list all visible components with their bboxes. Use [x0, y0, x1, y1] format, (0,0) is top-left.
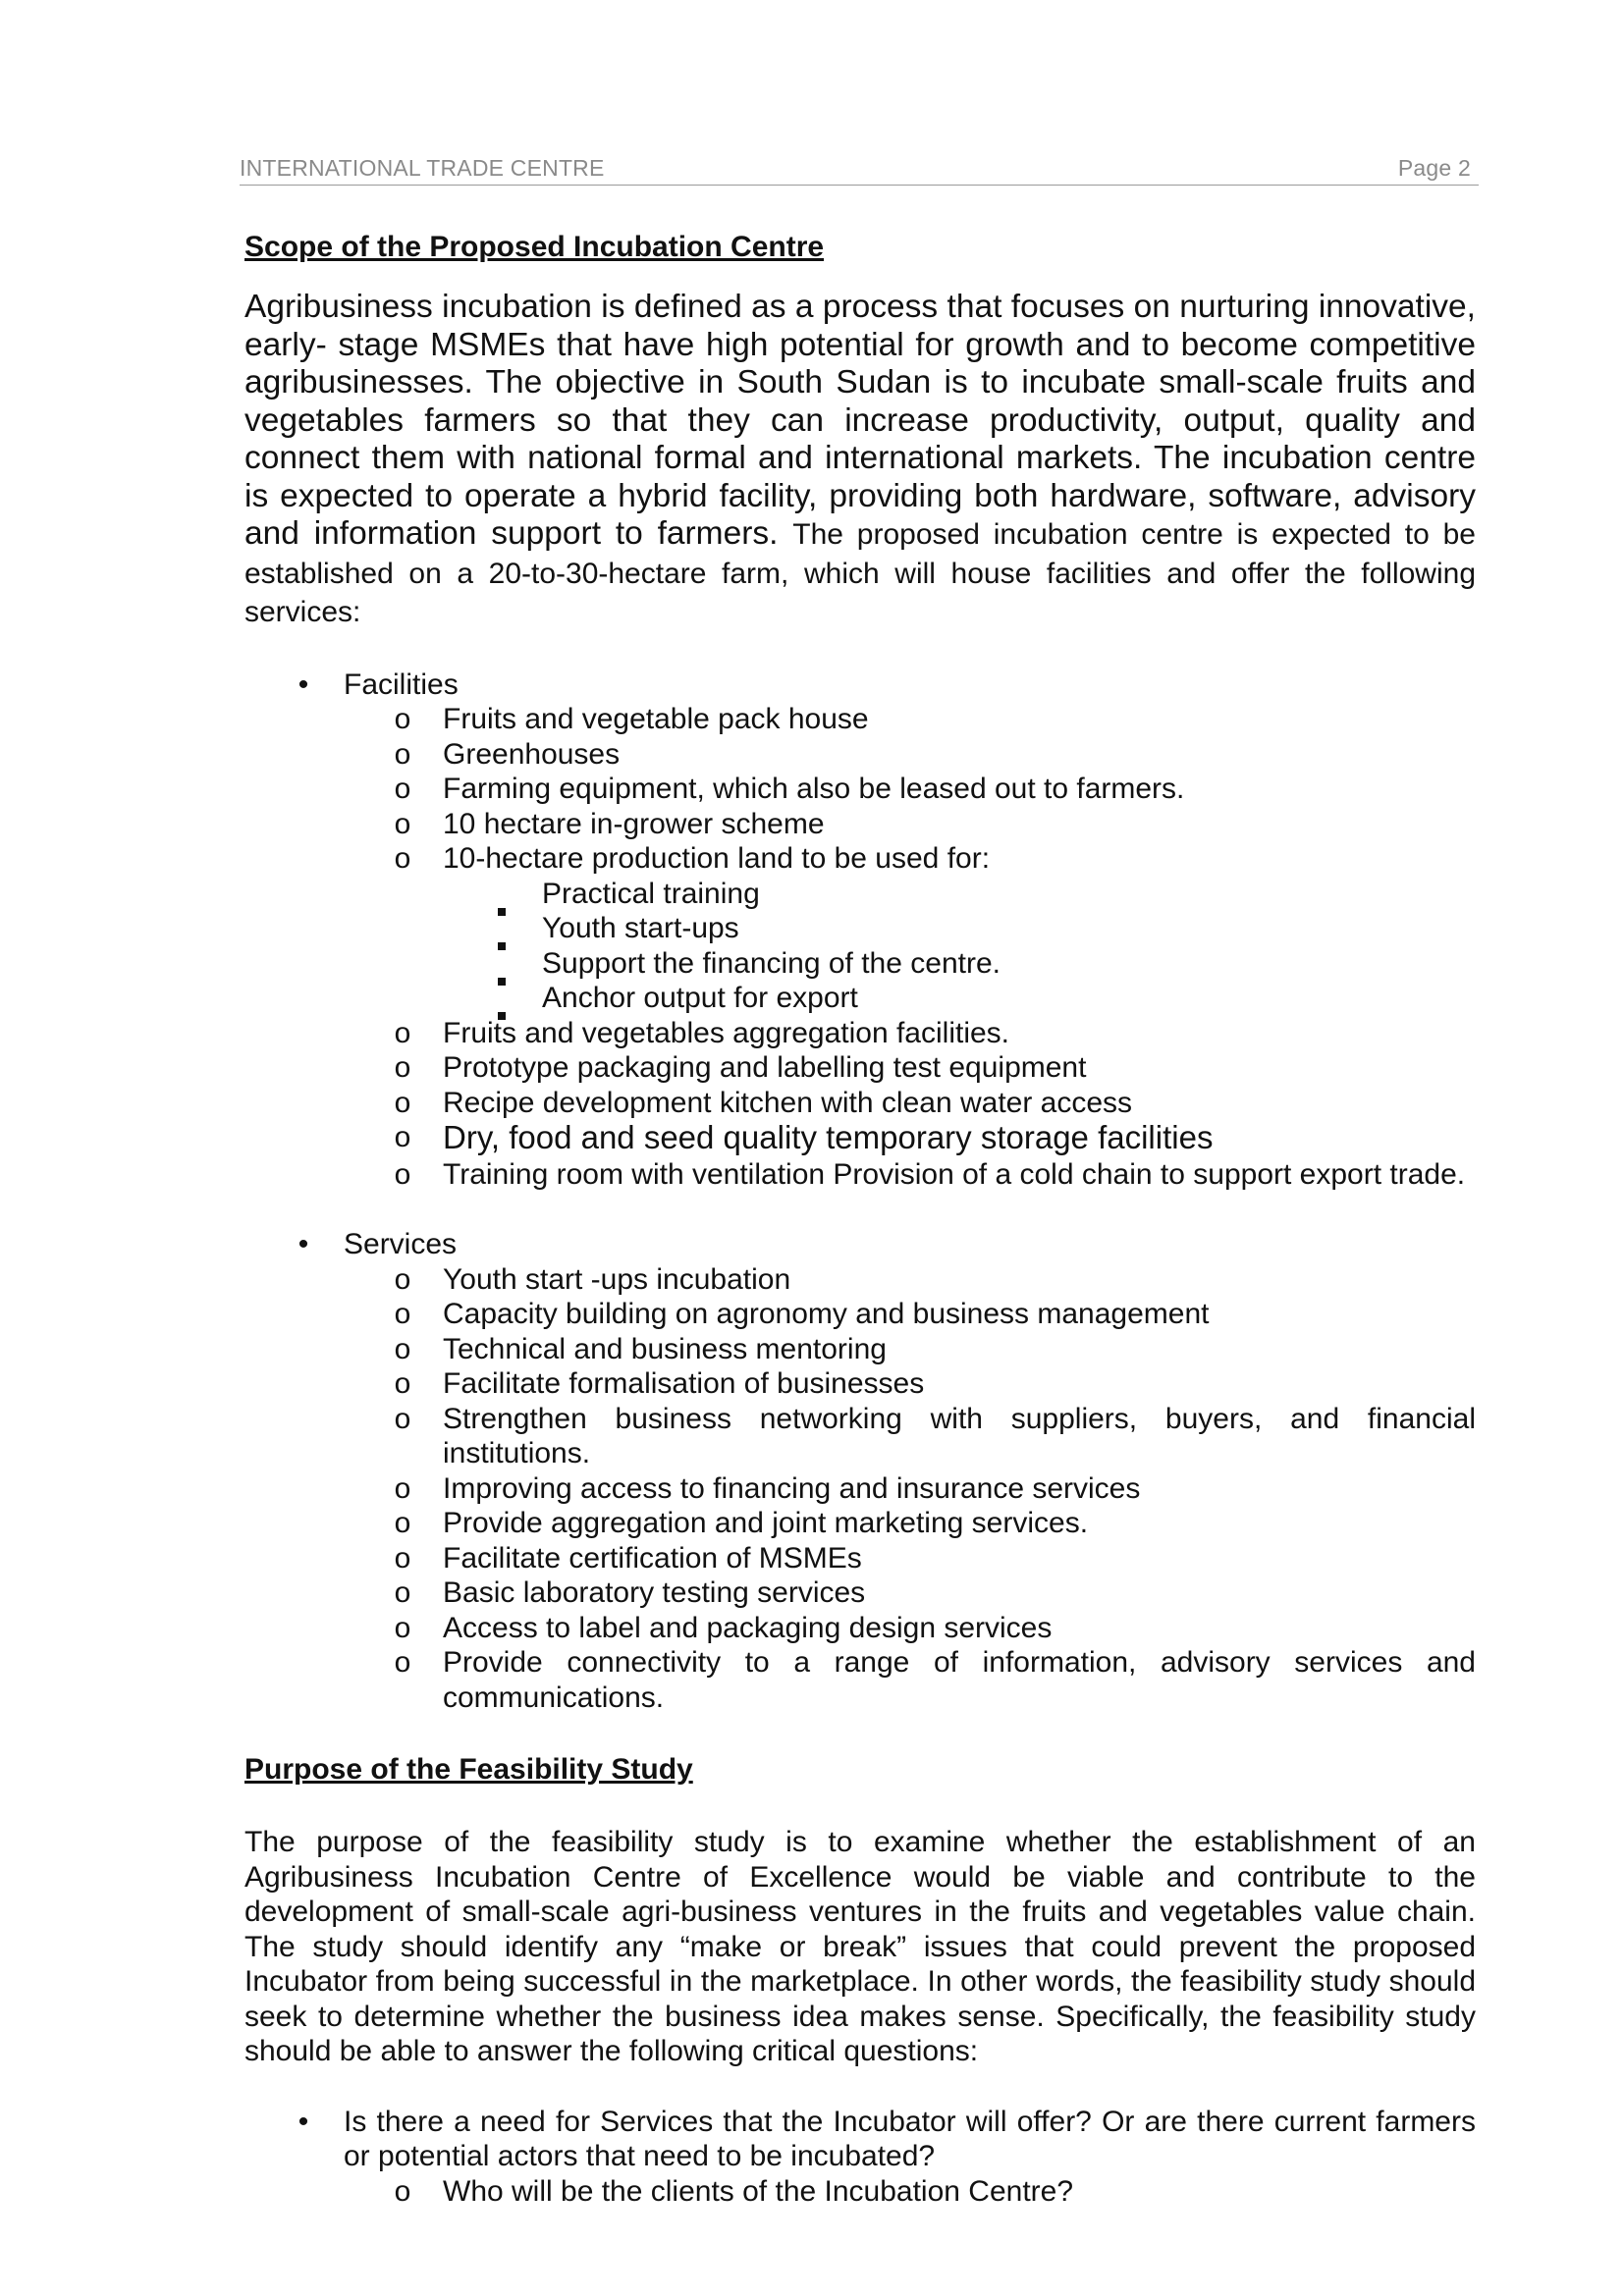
- list-item-text: Dry, food and seed quality temporary storage facilities: [443, 1119, 1214, 1155]
- page-header: [240, 155, 1479, 186]
- scope-paragraph: [244, 289, 1476, 632]
- list-item: [244, 981, 1476, 1016]
- list-item-text: 10-hectare production land to be used for:: [443, 842, 991, 875]
- list-spacer: [244, 1192, 1476, 1227]
- circle-bullet-icon: [391, 1086, 414, 1121]
- production-land-uses-list: [443, 877, 1476, 1016]
- questions-list: [244, 2105, 1476, 2210]
- list-item-text: Provide connectivity to a range of information, advisory services and communications.: [443, 1646, 1476, 1714]
- sub-questions-list: [344, 2174, 1476, 2210]
- facilities-services-list: [244, 667, 1476, 1716]
- list-item: [244, 1016, 1476, 1051]
- list-item-text: Anchor output for export: [542, 982, 858, 1014]
- circle-bullet-icon: [391, 1157, 414, 1193]
- circle-bullet-icon: [391, 1471, 414, 1507]
- circle-bullet-icon: [391, 1506, 414, 1541]
- circle-bullet-icon: [391, 1262, 414, 1298]
- circle-bullet-icon: [391, 702, 414, 737]
- list-item-text: Provide aggregation and joint marketing services.: [443, 1507, 1089, 1539]
- list-item-text: 10 hectare in-grower scheme: [443, 807, 825, 840]
- services-label: Services: [344, 1228, 458, 1260]
- circle-bullet-icon: [391, 772, 414, 807]
- question-text: Is there a need for Services that the Incubator will offer? Or are there current farmers or potential actors that need to be incubated?: [344, 2105, 1476, 2172]
- circle-bullet-icon: [391, 1332, 414, 1367]
- list-item-text: Training room with ventilation Provision of a cold chain to support export trade.: [443, 1157, 1466, 1191]
- list-item-text: Facilitate certification of MSMEs: [443, 1541, 862, 1575]
- circle-bullet-icon: [391, 1016, 414, 1051]
- list-item-text: Technical and business mentoring: [443, 1332, 887, 1365]
- list-item-text: Basic laboratory testing services: [443, 1576, 866, 1609]
- facilities-list: [344, 702, 1476, 1192]
- list-item-text: Capacity building on agronomy and business management: [443, 1298, 1210, 1330]
- list-item: [244, 1506, 1476, 1541]
- list-item: [244, 841, 1476, 1016]
- circle-bullet-icon: [391, 1050, 414, 1086]
- list-item: [244, 1262, 1476, 1298]
- circle-bullet-icon: [391, 1402, 414, 1437]
- list-item: [244, 1050, 1476, 1086]
- circle-bullet-icon: [391, 1575, 414, 1611]
- list-item: [244, 1157, 1476, 1193]
- circle-bullet-icon: [391, 1541, 414, 1576]
- scope-paragraph-tail: The proposed incubation centre is expected to be established on a 20-to-30-hectare farm, which will house facilities and offer the following services:: [244, 518, 1476, 628]
- list-item-text: Greenhouses: [443, 737, 621, 771]
- list-item-text: Youth start-ups: [542, 912, 739, 944]
- circle-bullet-icon: [391, 807, 414, 842]
- list-item: [244, 1645, 1476, 1715]
- services-list: [344, 1262, 1476, 1716]
- list-item: [244, 1332, 1476, 1367]
- list-item-text: Fruits and vegetable pack house: [443, 703, 869, 735]
- list-item-text: Access to label and packaging design services: [443, 1611, 1053, 1644]
- list-item: [244, 1366, 1476, 1402]
- list-item-text: Farming equipment, which also be leased out to farmers.: [443, 773, 1185, 805]
- list-item-text: Improving access to financing and insurance services: [443, 1471, 1141, 1505]
- list-item-facilities: [244, 667, 1476, 1193]
- page-content: [244, 228, 1476, 2209]
- circle-bullet-icon: [391, 1120, 414, 1155]
- list-item: [244, 877, 1476, 912]
- list-item-text: Facilitate formalisation of businesses: [443, 1367, 925, 1400]
- list-item-text: Recipe development kitchen with clean water access: [443, 1086, 1133, 1119]
- list-item: [244, 807, 1476, 842]
- header-organization: INTERNATIONAL TRADE CENTRE: [240, 155, 605, 181]
- list-item: [244, 1402, 1476, 1471]
- list-item: [244, 702, 1476, 737]
- list-item: [244, 2174, 1476, 2210]
- list-item-text: Support the financing of the centre.: [542, 946, 1001, 980]
- list-item: [244, 1575, 1476, 1611]
- bullet-icon: [292, 2105, 315, 2140]
- list-item: [244, 911, 1476, 946]
- facilities-label: Facilities: [344, 667, 459, 701]
- list-item-text: Youth start -ups incubation: [443, 1262, 791, 1296]
- list-item-text: Who will be the clients of the Incubation Centre?: [443, 2174, 1074, 2208]
- purpose-paragraph: The purpose of the feasibility study is to examine whether the establishment of an Agribusiness Incubation Centre of Excellence would be viable and contribute to the development of small-scale agri-business ventures in the fruits and vegetables value chain. The study should identify any “make or break” issues that could prevent the proposed Incubator from being successful in the marketplace. In other words, the feasibility study should seek to determine whether the business idea makes sense. Specifically, the feasibility study should be able to answer the following critical questions:: [244, 1826, 1476, 2067]
- list-item: [244, 1611, 1476, 1646]
- list-item: [244, 1086, 1476, 1121]
- circle-bullet-icon: [391, 737, 414, 773]
- bullet-icon: [292, 667, 315, 703]
- list-item-services: [244, 1227, 1476, 1715]
- circle-bullet-icon: [391, 2174, 414, 2210]
- list-item-text: Strengthen business networking with suppliers, buyers, and financial institutions.: [443, 1402, 1476, 1469]
- circle-bullet-icon: [391, 1297, 414, 1332]
- list-item: [244, 737, 1476, 773]
- list-item: [244, 1471, 1476, 1507]
- list-item-text: Fruits and vegetables aggregation facilities.: [443, 1016, 1010, 1049]
- list-item: [244, 1120, 1476, 1157]
- section-heading-scope: Scope of the Proposed Incubation Centre: [244, 231, 825, 263]
- bullet-icon: [292, 1227, 315, 1262]
- list-item: [244, 1541, 1476, 1576]
- scope-paragraph-main: Agribusiness incubation is defined as a process that focuses on nurturing innovative, early- stage MSMEs that have high potential for growth and to become competitive agribusinesses. The objective in South Sudan is to incubate small-scale fruits and vegetables farmers so that they can increase productivity, output, quality and connect them with national formal and international markets. The incubation centre is expected to operate a hybrid facility, providing both hardware, software, advisory and information support to farmers.: [244, 289, 1476, 552]
- list-item: [244, 1297, 1476, 1332]
- list-item-question: [244, 2105, 1476, 2210]
- list-item: [244, 946, 1476, 982]
- circle-bullet-icon: [391, 1645, 414, 1681]
- circle-bullet-icon: [391, 1611, 414, 1646]
- list-item-text: Prototype packaging and labelling test equipment: [443, 1051, 1087, 1084]
- header-page-number: Page 2: [1397, 155, 1471, 181]
- list-item-text: Practical training: [542, 877, 760, 910]
- circle-bullet-icon: [391, 1366, 414, 1402]
- section-heading-purpose: Purpose of the Feasibility Study: [244, 1753, 693, 1786]
- circle-bullet-icon: [391, 841, 414, 877]
- list-item: [244, 772, 1476, 807]
